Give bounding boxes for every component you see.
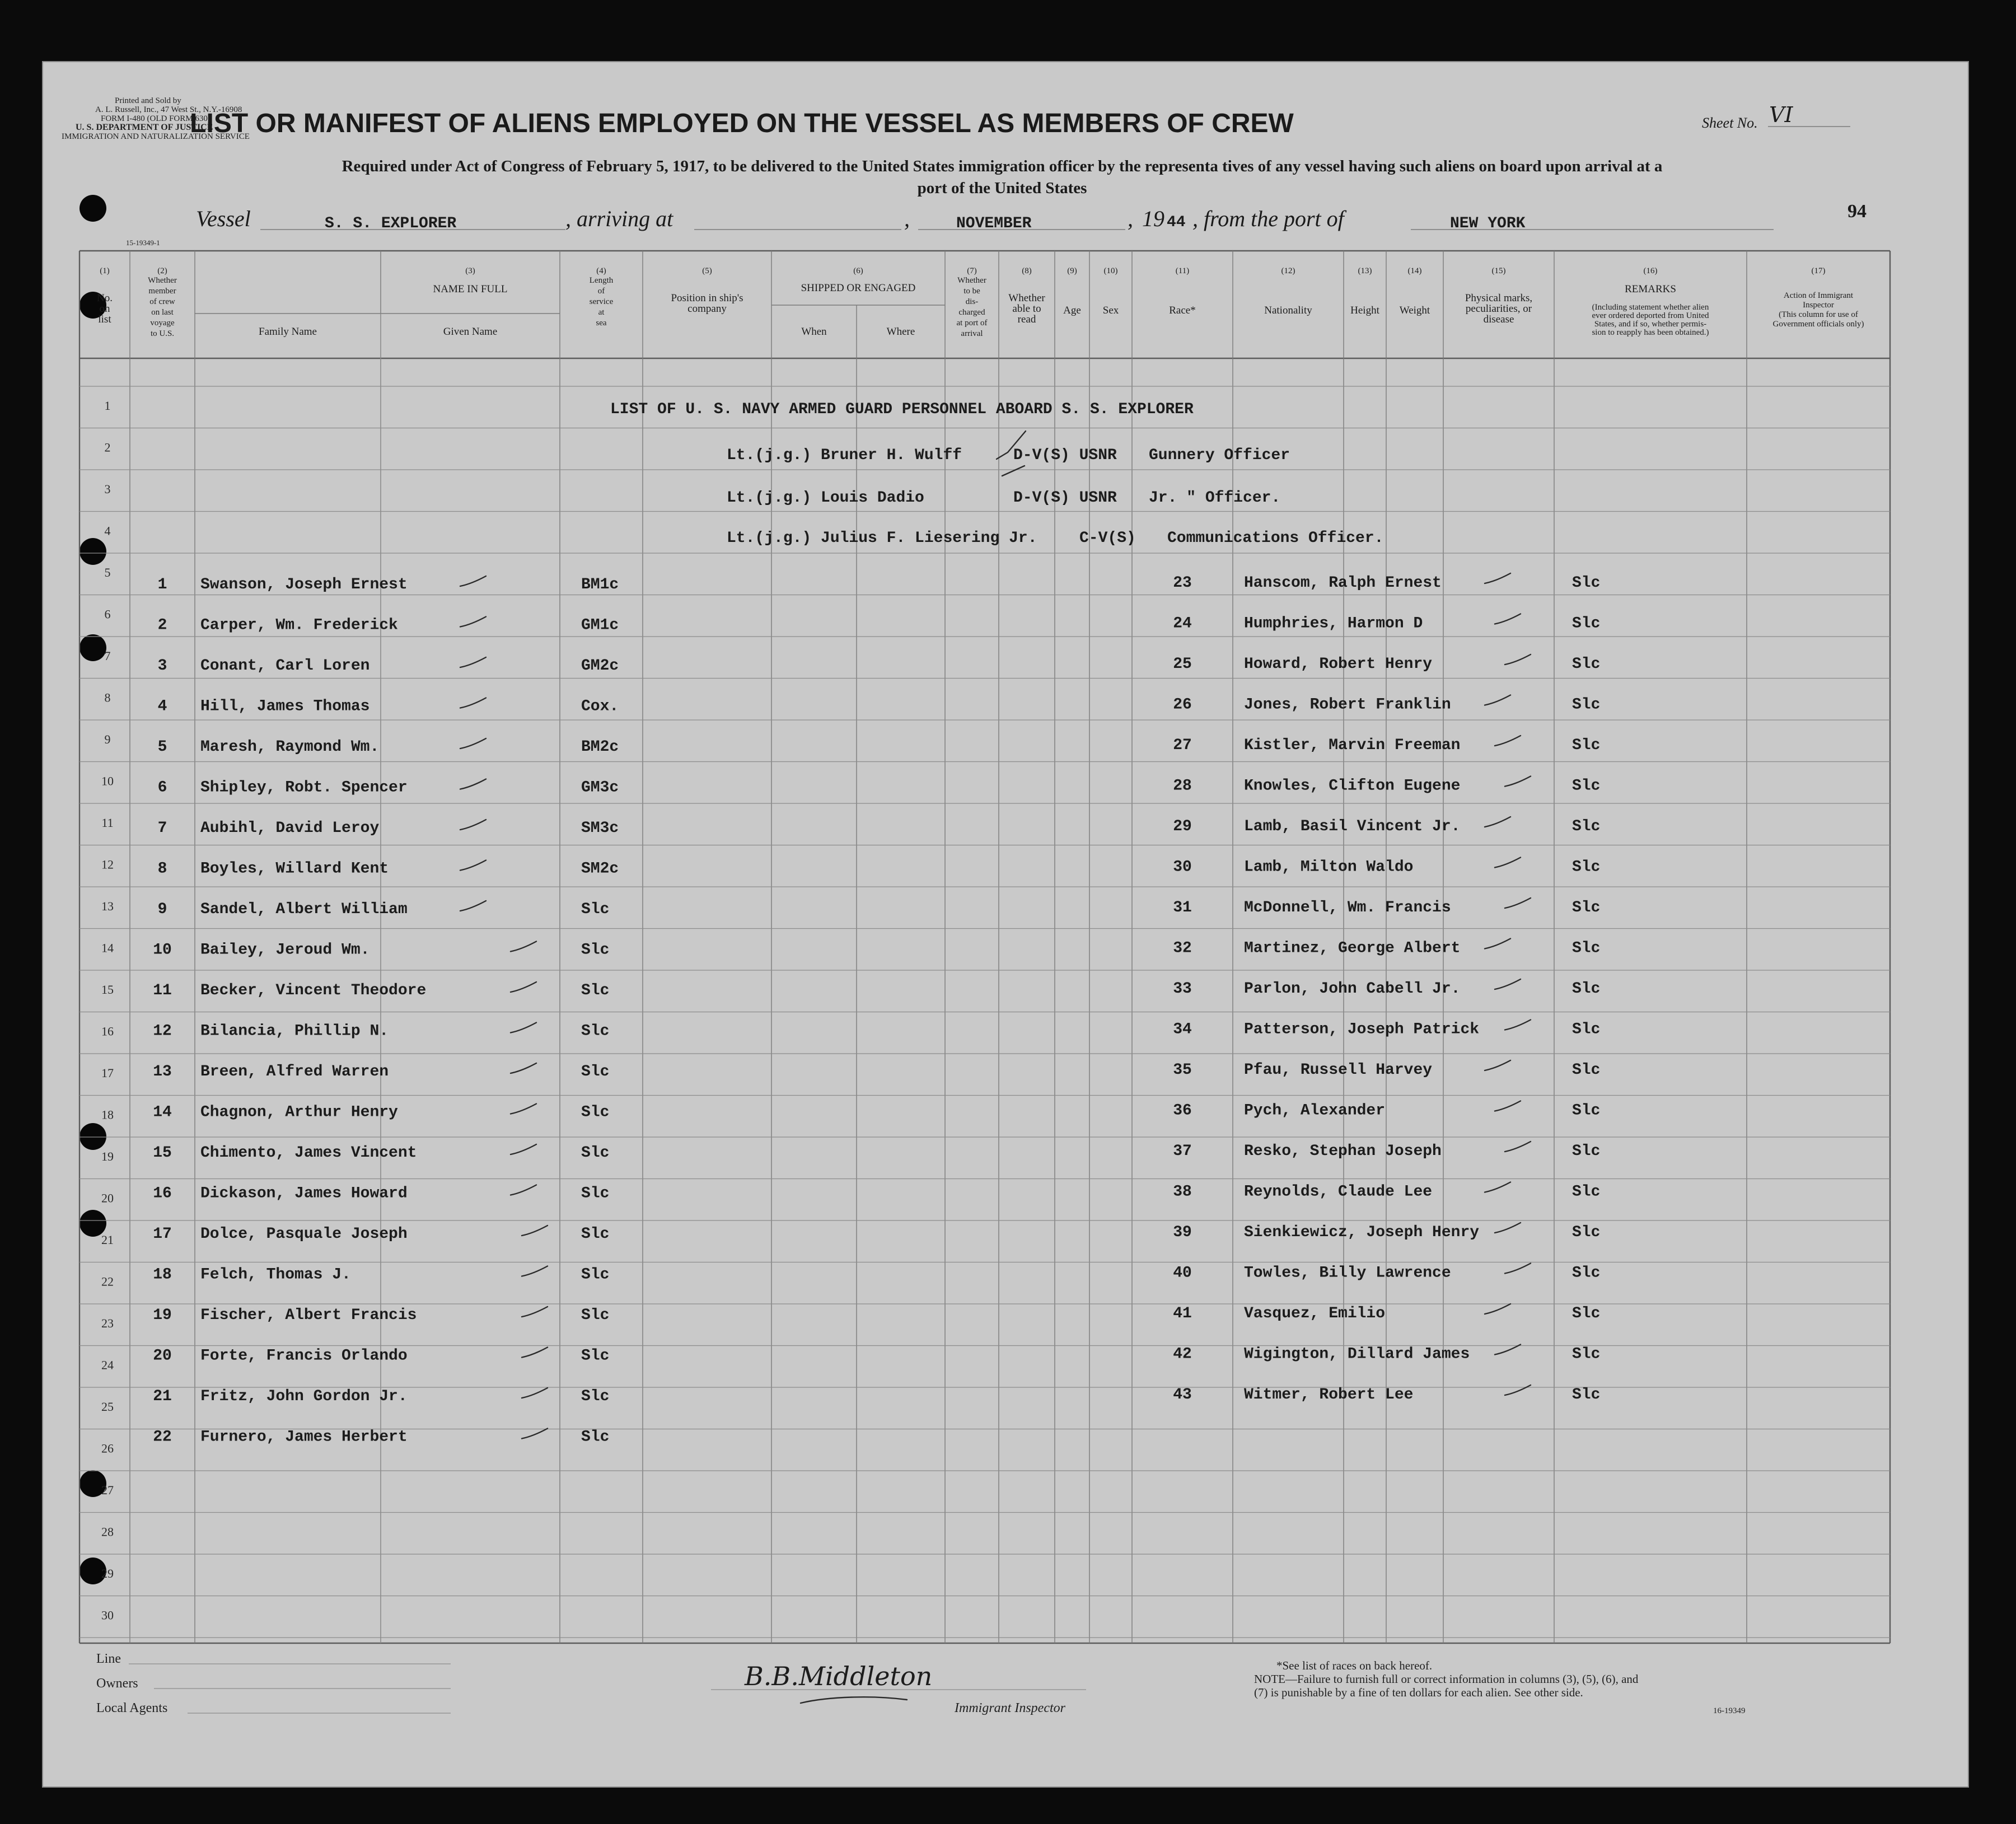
column-header-label: Height: [1350, 305, 1379, 316]
column-header-label: at port of: [956, 319, 988, 328]
column-subheader: Given Name: [443, 326, 498, 338]
column-number: (2): [157, 266, 167, 275]
port-label: , from the port of: [1192, 206, 1344, 231]
page-number: 94: [1847, 201, 1867, 222]
svg-text:,: ,: [904, 206, 910, 231]
crew-number: 27: [1173, 737, 1192, 754]
crew-name: Sandel, Albert William: [200, 901, 408, 918]
crew-rate: Slc: [581, 941, 610, 959]
line-number: 14: [101, 941, 114, 955]
crew-name: Lamb, Milton Waldo: [1244, 858, 1414, 876]
line-number: 28: [101, 1524, 114, 1539]
line-number: 12: [101, 857, 114, 872]
line-number: 15: [101, 983, 114, 997]
crew-name: Bailey, Jeroud Wm.: [200, 941, 370, 959]
crew-name: Kistler, Marvin Freeman: [1244, 737, 1461, 754]
crew-name: Knowles, Clifton Eugene: [1244, 777, 1461, 795]
column-header-label: SHIPPED OR ENGAGED: [801, 282, 916, 294]
column-header-label: read: [1017, 314, 1036, 325]
crew-number: 17: [153, 1226, 172, 1243]
column-number: (7): [967, 266, 977, 275]
crew-name: Pych, Alexander: [1244, 1102, 1386, 1120]
crew-number: 1: [157, 576, 167, 593]
crew-rate: Slc: [581, 1185, 610, 1203]
column-header-label: Inspector: [1803, 301, 1834, 310]
column-header-label: Race*: [1169, 305, 1196, 316]
crew-number: 24: [1173, 615, 1192, 633]
column-number: (16): [1643, 266, 1658, 275]
line-number: 8: [104, 690, 111, 705]
printer-line-1: Printed and Sold by: [115, 96, 181, 105]
officer-1-name: Lt.(j.g.) Bruner H. Wulff: [727, 447, 962, 464]
crew-number: 36: [1173, 1102, 1192, 1120]
crew-number: 41: [1173, 1305, 1192, 1322]
crew-name: Carper, Wm. Frederick: [200, 616, 398, 634]
column-number: (5): [702, 266, 712, 275]
line-number: 6: [104, 607, 111, 621]
officer-2-name: Lt.(j.g.) Louis Dadio: [727, 489, 924, 507]
crew-name: Furnero, James Herbert: [200, 1428, 408, 1446]
line-number: 10: [101, 774, 114, 788]
crew-number: 6: [157, 779, 167, 797]
crew-name: Parlon, John Cabell Jr.: [1244, 980, 1461, 998]
column-header-label: peculiarities, or: [1465, 303, 1532, 315]
crew-name: Howard, Robert Henry: [1244, 656, 1433, 673]
crew-number: 8: [157, 860, 167, 878]
column-header-label: to be: [963, 287, 980, 296]
crew-number: 29: [1173, 818, 1192, 835]
crew-number: 15: [153, 1144, 172, 1162]
punch-hole: [79, 634, 106, 661]
punch-hole: [79, 1123, 106, 1150]
crew-rate: Slc: [581, 1307, 610, 1324]
column-header-label: Length: [589, 276, 614, 285]
line-label: Line: [96, 1652, 121, 1666]
crew-rate: Slc: [1572, 1061, 1601, 1079]
column-header-label: sea: [596, 319, 607, 328]
column-header-label: company: [687, 303, 727, 315]
local-agents-label: Local Agents: [96, 1701, 168, 1715]
column-number: (9): [1067, 266, 1077, 275]
officer-2-duty: Jr. " Officer.: [1149, 489, 1281, 507]
crew-number: 10: [153, 941, 172, 959]
column-header-label: (Including statement whether alien: [1592, 303, 1709, 312]
line-number: 27: [101, 1483, 114, 1497]
column-number: (6): [853, 266, 863, 275]
crew-rate: Slc: [1572, 1345, 1601, 1363]
crew-number: 22: [153, 1428, 172, 1446]
crew-number: 40: [1173, 1264, 1192, 1282]
crew-name: Shipley, Robt. Spencer: [200, 779, 408, 797]
svg-text:,: ,: [1128, 206, 1133, 231]
column-header-label: Nationality: [1264, 305, 1312, 316]
crew-number: 16: [153, 1185, 172, 1203]
crew-rate: Slc: [581, 1347, 610, 1365]
crew-rate: Slc: [581, 1266, 610, 1284]
crew-rate: Slc: [1572, 899, 1601, 916]
column-number: (11): [1175, 266, 1190, 275]
crew-number: 33: [1173, 980, 1192, 998]
vessel-label: Vessel: [196, 206, 251, 231]
column-header-label: list: [98, 314, 111, 325]
subtitle-line-1: Required under Act of Congress of February 5, 1917, to be delivered to the United States immigration officer by the representa tives of any vessel having such aliens on board upon arrival at a: [342, 157, 1663, 175]
crew-name: Towles, Billy Lawrence: [1244, 1264, 1451, 1282]
crew-rate: SM3c: [581, 820, 619, 837]
crew-name: Aubihl, David Leroy: [200, 820, 380, 837]
crew-name: Hanscom, Ralph Ernest: [1244, 574, 1442, 592]
printer-line-5: IMMIGRATION AND NATURALIZATION SERVICE: [62, 132, 250, 141]
crew-rate: Slc: [1572, 1264, 1601, 1282]
crew-name: Reynolds, Claude Lee: [1244, 1183, 1433, 1201]
crew-name: Breen, Alfred Warren: [200, 1063, 389, 1081]
line-number: 7: [104, 649, 111, 663]
crew-rate: Slc: [1572, 980, 1601, 998]
crew-rate: Slc: [1572, 1143, 1601, 1160]
column-header-label: Action of Immigrant: [1783, 291, 1854, 300]
line-number: 3: [104, 482, 111, 496]
line-number: 9: [104, 732, 111, 746]
inspector-signature: B.B.Middleton: [745, 1661, 933, 1691]
crew-number: 18: [153, 1266, 172, 1284]
line-number: 21: [101, 1233, 114, 1247]
crew-number: 11: [153, 982, 172, 999]
line-number: 24: [101, 1358, 114, 1372]
column-header-label: sion to reapply has been obtained.): [1592, 328, 1709, 337]
line-number: 26: [101, 1441, 114, 1456]
crew-name: Vasquez, Emilio: [1244, 1305, 1386, 1322]
crew-number: 37: [1173, 1143, 1192, 1160]
crew-name: Martinez, George Albert: [1244, 939, 1461, 957]
column-header-label: dis-: [965, 297, 979, 306]
subtitle-line-2: port of the United States: [917, 179, 1087, 197]
printer-line-2: A. L. Russell, Inc., 47 West St., N.Y.-16908: [95, 105, 242, 114]
crew-number: 20: [153, 1347, 172, 1365]
owners-label: Owners: [96, 1676, 138, 1691]
crew-name: Jones, Robert Franklin: [1244, 696, 1451, 714]
crew-name: Wigington, Dillard James: [1244, 1345, 1470, 1363]
column-number: (3): [465, 266, 475, 275]
punch-hole: [79, 538, 106, 565]
line-number: 23: [101, 1316, 114, 1330]
crew-number: 30: [1173, 858, 1192, 876]
immigrant-inspector-label: Immigrant Inspector: [955, 1701, 1065, 1715]
column-header-label: on last: [151, 308, 174, 317]
crew-rate: Slc: [1572, 1386, 1601, 1404]
column-number: (12): [1281, 266, 1295, 275]
crew-name: Humphries, Harmon D: [1244, 615, 1423, 633]
crew-number: 7: [157, 820, 167, 837]
crew-name: Hill, James Thomas: [200, 698, 370, 715]
crew-number: 13: [153, 1063, 172, 1081]
column-header-label: Weight: [1399, 305, 1430, 316]
crew-number: 43: [1173, 1386, 1192, 1404]
column-header-label: Age: [1063, 305, 1081, 316]
printer-line-4: U. S. DEPARTMENT OF JUSTICE: [76, 123, 213, 132]
crew-name: Witmer, Robert Lee: [1244, 1386, 1414, 1404]
arrival-date: NOVEMBER: [956, 215, 1032, 232]
crew-name: Dickason, James Howard: [200, 1185, 408, 1203]
crew-number: 2: [157, 616, 167, 634]
crew-number: 19: [153, 1307, 172, 1324]
crew-number: 39: [1173, 1224, 1192, 1241]
crew-rate: Slc: [1572, 1183, 1601, 1201]
crew-name: Patterson, Joseph Patrick: [1244, 1021, 1480, 1039]
crew-number: 21: [153, 1388, 172, 1405]
crew-rate: SM2c: [581, 860, 619, 878]
crew-rate: Slc: [581, 1063, 610, 1081]
crew-rate: Slc: [1572, 818, 1601, 835]
officer-2-rank: D-V(S) USNR: [1013, 489, 1117, 507]
line-number: 11: [101, 816, 114, 830]
column-header-label: Whether: [1008, 292, 1045, 304]
vessel-name: S. S. EXPLORER: [325, 215, 457, 232]
column-header-label: Whether: [957, 276, 986, 285]
crew-rate: GM1c: [581, 616, 619, 634]
column-number: (17): [1811, 266, 1826, 275]
crew-number: 28: [1173, 777, 1192, 795]
column-header-label: No.: [97, 292, 113, 304]
column-subheader: When: [801, 326, 827, 338]
column-number: (10): [1103, 266, 1118, 275]
officer-3-duty: Communications Officer.: [1167, 530, 1384, 547]
crew-number: 31: [1173, 899, 1192, 916]
column-header-label: able to: [1012, 303, 1041, 315]
column-header-label: service: [589, 297, 614, 306]
printer-line-3: FORM I-480 (OLD FORM 630): [101, 114, 211, 123]
column-header-label: Physical marks,: [1465, 292, 1533, 304]
crew-name: Resko, Stephan Joseph: [1244, 1143, 1442, 1160]
line-number: 4: [104, 523, 111, 538]
column-header-label: to U.S.: [150, 329, 175, 338]
crew-rate: Slc: [581, 901, 610, 918]
line-number: 5: [104, 565, 111, 579]
crew-rate: Slc: [581, 982, 610, 999]
crew-number: 25: [1173, 656, 1192, 673]
crew-rate: Slc: [1572, 777, 1601, 795]
crew-rate: Slc: [1572, 696, 1601, 714]
line-number: 2: [104, 440, 111, 455]
crew-rate: Slc: [1572, 858, 1601, 876]
year-value: 44: [1167, 214, 1186, 231]
officer-1-rank: D-V(S) USNR: [1013, 447, 1117, 464]
crew-name: Fritz, John Gordon Jr.: [200, 1388, 408, 1405]
line-number: 22: [101, 1274, 114, 1289]
form-number: 16-19349: [1713, 1706, 1746, 1715]
crew-rate: Slc: [581, 1226, 610, 1243]
column-header-label: voyage: [150, 319, 175, 328]
crew-number: 34: [1173, 1021, 1192, 1039]
column-number: (13): [1358, 266, 1372, 275]
punch-hole: [79, 195, 106, 222]
column-subheader: Family Name: [259, 326, 317, 338]
crew-name: Chimento, James Vincent: [200, 1144, 417, 1162]
column-header-label: ever ordered deported from United: [1592, 311, 1709, 320]
crew-rate: Slc: [581, 1428, 610, 1446]
column-header-label: NAME IN FULL: [433, 283, 508, 295]
crew-name: Boyles, Willard Kent: [200, 860, 389, 878]
sheet-number: VI: [1769, 102, 1793, 127]
crew-number: 23: [1173, 574, 1192, 592]
column-header-label: charged: [958, 308, 985, 317]
crew-rate: GM3c: [581, 779, 619, 797]
crew-rate: Slc: [1572, 574, 1601, 592]
crew-rate: Slc: [1572, 615, 1601, 633]
column-header-label: disease: [1483, 314, 1514, 325]
column-header-label: of: [597, 287, 605, 296]
races-note: *See list of races on back hereof.: [1276, 1659, 1433, 1672]
crew-name: Lamb, Basil Vincent Jr.: [1244, 818, 1461, 835]
line-number: 20: [101, 1191, 114, 1205]
crew-name: Forte, Francis Orlando: [200, 1347, 408, 1365]
line-number: 17: [101, 1066, 114, 1080]
column-header-label: of crew: [149, 297, 175, 306]
crew-rate: Slc: [1572, 1224, 1601, 1241]
crew-rate: Slc: [581, 1022, 610, 1040]
line-number: 30: [101, 1608, 114, 1622]
crew-rate: GM2c: [581, 657, 619, 675]
crew-number: 35: [1173, 1061, 1192, 1079]
crew-rate: Slc: [1572, 1021, 1601, 1039]
crew-rate: Slc: [1572, 737, 1601, 754]
line-number: 16: [101, 1024, 114, 1039]
officer-3-rank: C-V(S): [1079, 530, 1136, 547]
column-number: (15): [1491, 266, 1506, 275]
column-header-label: Position in ship's: [671, 292, 743, 304]
crew-name: Pfau, Russell Harvey: [1244, 1061, 1433, 1079]
crew-rate: BM1c: [581, 576, 619, 593]
arriving-label: , arriving at: [565, 206, 673, 231]
column-header-label: arrival: [961, 329, 983, 338]
column-header-label: at: [598, 308, 605, 317]
note-line-1: NOTE—Failure to furnish full or correct information in columns (3), (5), (6), and: [1254, 1672, 1639, 1686]
column-header-label: Whether: [148, 276, 177, 285]
crew-name: Sienkiewicz, Joseph Henry: [1244, 1224, 1480, 1241]
officer-1-duty: Gunnery Officer: [1149, 447, 1290, 464]
crew-number: 14: [153, 1103, 172, 1121]
armed-guard-title: LIST OF U. S. NAVY ARMED GUARD PERSONNEL ABOARD S. S. EXPLORER: [610, 401, 1194, 418]
crew-rate: Slc: [1572, 656, 1601, 673]
crew-rate: Slc: [581, 1144, 610, 1162]
column-number: (1): [100, 266, 110, 275]
form-code: 15-19349-1: [126, 238, 160, 247]
column-number: (8): [1022, 266, 1032, 275]
line-number: 25: [101, 1400, 114, 1414]
sheet-label: Sheet No.: [1702, 115, 1758, 131]
line-number: 19: [101, 1149, 114, 1163]
crew-name: Swanson, Joseph Ernest: [200, 576, 408, 593]
line-number: 29: [101, 1566, 114, 1580]
crew-rate: Slc: [1572, 939, 1601, 957]
line-number: 13: [101, 899, 114, 913]
port-of-departure: NEW YORK: [1450, 215, 1526, 232]
crew-number: 12: [153, 1022, 172, 1040]
crew-number: 42: [1173, 1345, 1192, 1363]
note-line-2: (7) is punishable by a fine of ten dollars for each alien. See other side.: [1254, 1686, 1583, 1699]
column-header-label: Government officials only): [1772, 320, 1864, 329]
crew-name: Becker, Vincent Theodore: [200, 982, 427, 999]
year-prefix: 19: [1142, 206, 1164, 231]
column-number: (14): [1407, 266, 1422, 275]
crew-rate: Slc: [1572, 1305, 1601, 1322]
officer-3-name: Lt.(j.g.) Julius F. Liesering Jr.: [727, 530, 1037, 547]
crew-number: 32: [1173, 939, 1192, 957]
column-subheader: Where: [886, 326, 915, 338]
crew-name: Maresh, Raymond Wm.: [200, 738, 380, 756]
crew-name: Conant, Carl Loren: [200, 657, 370, 675]
column-header-label: Sex: [1102, 305, 1119, 316]
line-number: 1: [104, 399, 111, 413]
crew-rate: Cox.: [581, 698, 619, 715]
column-number: (4): [596, 266, 606, 275]
column-header-label: (This column for use of: [1779, 310, 1858, 319]
crew-name: McDonnell, Wm. Francis: [1244, 899, 1451, 916]
crew-number: 9: [157, 901, 167, 918]
crew-number: 3: [157, 657, 167, 675]
crew-number: 4: [157, 698, 167, 715]
crew-name: Fischer, Albert Francis: [200, 1307, 417, 1324]
crew-number: 26: [1173, 696, 1192, 714]
column-header-label: States, and if so, whether permis-: [1594, 320, 1707, 329]
crew-name: Bilancia, Phillip N.: [200, 1022, 389, 1040]
crew-number: 5: [157, 738, 167, 756]
crew-rate: Slc: [581, 1388, 610, 1405]
crew-number: 38: [1173, 1183, 1192, 1201]
crew-rate: BM2c: [581, 738, 619, 756]
line-number: 18: [101, 1107, 114, 1122]
crew-rate: Slc: [1572, 1102, 1601, 1120]
crew-name: Chagnon, Arthur Henry: [200, 1103, 398, 1121]
column-header-label: member: [148, 287, 176, 296]
column-header-label: REMARKS: [1625, 283, 1676, 295]
crew-rate: Slc: [581, 1103, 610, 1121]
document-title: LIST OR MANIFEST OF ALIENS EMPLOYED ON THE VESSEL AS MEMBERS OF CREW: [190, 109, 1294, 138]
crew-name: Felch, Thomas J.: [200, 1266, 351, 1284]
column-header-label: on: [99, 303, 110, 315]
crew-name: Dolce, Pasquale Joseph: [200, 1226, 408, 1243]
